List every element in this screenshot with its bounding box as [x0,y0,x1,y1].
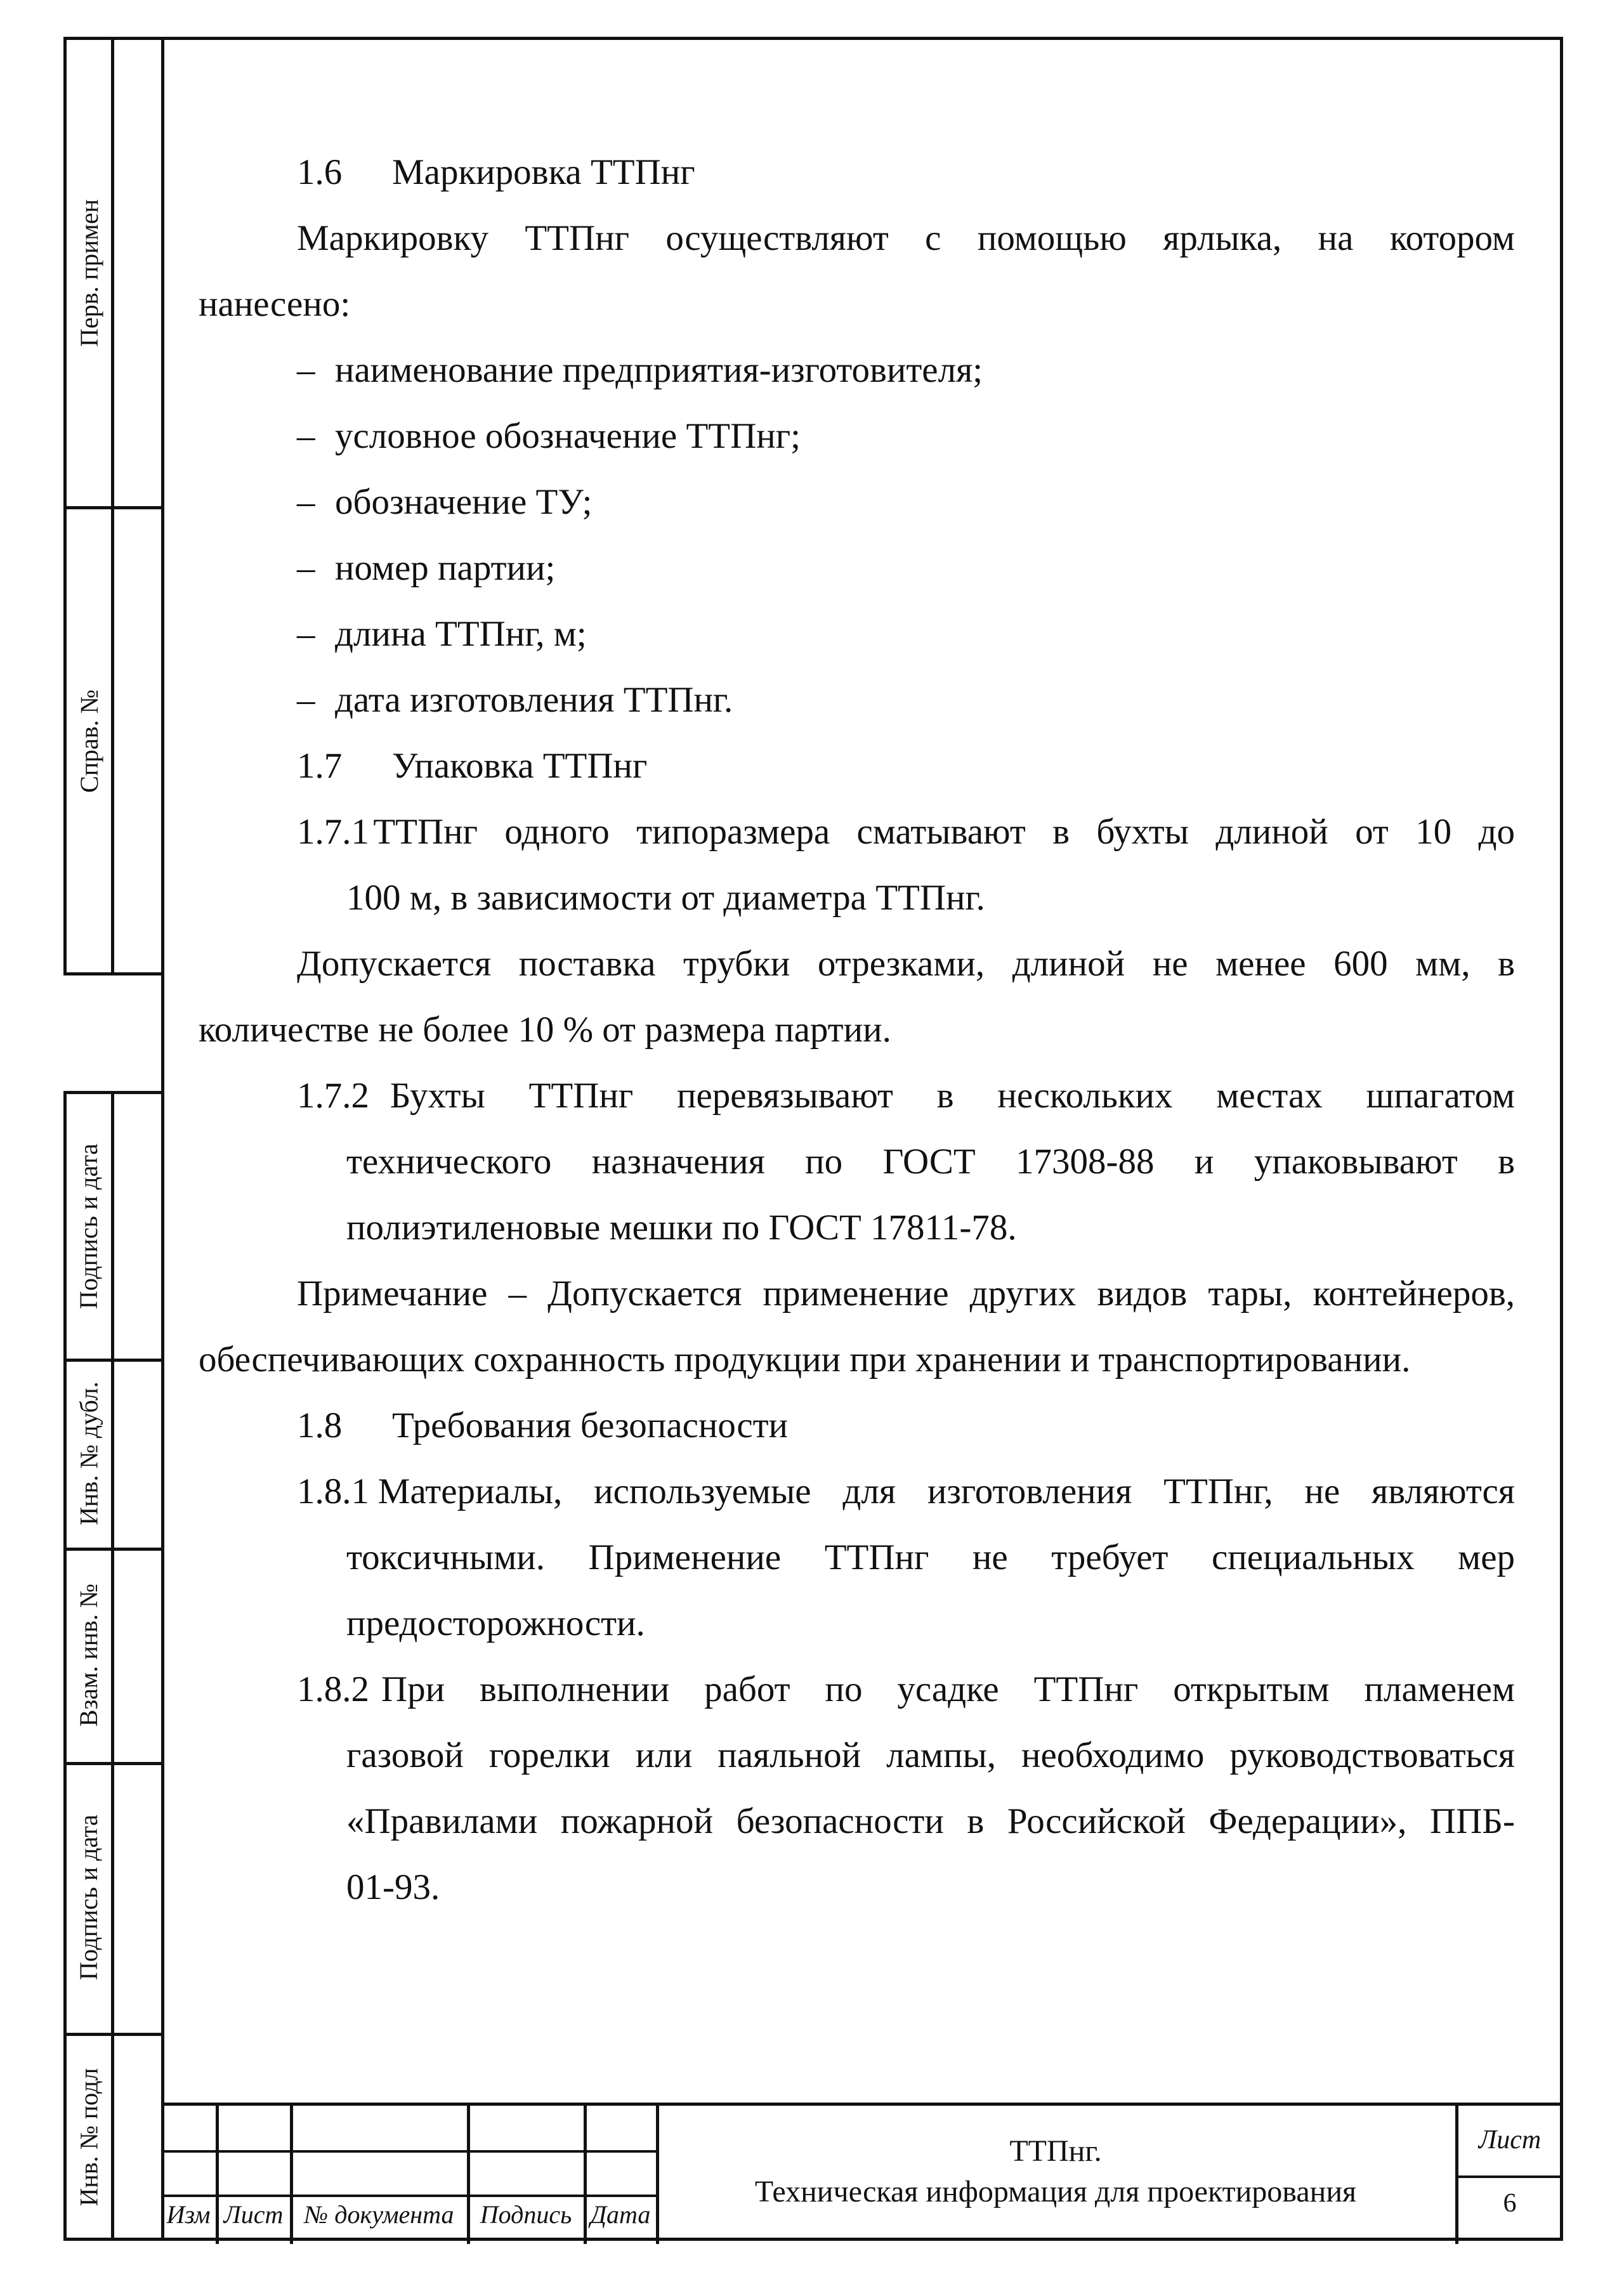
item-1-8-1-line2: токсичными. Применение ТТПнг не требует специальных мер [346,1537,1515,1577]
list-item: – дата изготовления ТТПнг. [297,680,733,720]
item-1-8-1-line1: 1.8.1 Материалы, используемые для изготовления ТТПнг, не являются [297,1471,1515,1511]
col-doc-label: № документа [304,2200,454,2229]
item-1-8-2-line2: газовой горелки или паяльной лампы, необходимо руководствоваться [346,1735,1515,1775]
paragraph-marking-line2: нанесено: [199,284,351,324]
paragraph-allowance-line1: Допускается поставка трубки отрезками, длиной не менее 600 мм, в [297,944,1515,984]
item-1-7-1-line2: 100 м, в зависимости от диаметра ТТПнг. [346,878,985,918]
item-1-7-2-line3: полиэтиленовые мешки по ГОСТ 17811-78. [346,1208,1017,1248]
repl-inv-label: Взам. инв. № [74,1583,103,1726]
list-item: – номер партии; [297,548,556,588]
sheet-number: 6 [1503,2189,1517,2218]
sign-date-label-1: Подпись и дата [74,1143,103,1310]
list-item: – наименование предприятия-изготовителя; [297,350,983,390]
item-1-7-2-line2: технического назначения по ГОСТ 17308-88 и упаковывают в [346,1142,1515,1182]
item-1-8-2-line4: 01-93. [346,1867,440,1907]
col-change-label: Изм [166,2200,211,2229]
section-heading-1-7: 1.7 Упаковка ТТПнг [297,746,648,786]
item-1-8-1-line3: предосторожности. [346,1603,645,1643]
item-1-7-2-line1: 1.7.2 Бухты ТТПнг перевязывают в нескольких местах шпагатом [297,1076,1516,1116]
sheet-label: Лист [1478,2125,1542,2155]
ref-no-label: Справ. № [74,689,103,793]
document-body [199,140,1515,1921]
orig-inv-label: Инв. № подл [74,2068,103,2206]
col-date-label: Дата [590,2200,651,2229]
col-sign-label: Подпись [480,2200,572,2229]
item-1-8-2-line1: 1.8.2 При выполнении работ по усадке ТТПнг открытым пламенем [297,1669,1515,1709]
dup-inv-label: Инв. № дубл. [74,1381,103,1525]
title-block [161,2103,1563,2241]
section-heading-1-6: 1.6 Маркировка ТТПнг [297,152,695,192]
doc-title-line2: Техническая информация для проектирования [754,2175,1357,2208]
doc-title-line1: ТТПнг. [1009,2134,1102,2168]
list-item: – условное обозначение ТТПнг; [297,416,801,456]
section-heading-1-8: 1.8 Требования безопасности [297,1406,789,1445]
marking-list [199,337,1515,733]
lower-stamp-block [63,1091,164,2241]
list-item: – длина ТТПнг, м; [297,614,587,654]
paragraph-allowance-line2: количестве не более 10 % от размера партии. [199,1010,891,1050]
item-1-8-2-line3: «Правилами пожарной безопасности в Российской Федерации», ППБ- [346,1801,1515,1841]
first-use-label: Перв. примен [74,199,103,347]
note-line1: Примечание – Допускается применение других видов тары, контейнеров, [297,1274,1515,1314]
item-1-7-1-line1: 1.7.1 ТТПнг одного типоразмера сматывают в бухты длиной от 10 до [297,812,1515,852]
col-sheet-label: Лист [223,2200,284,2229]
list-item: – обозначение ТУ; [297,482,593,522]
note-line2: обеспечивающих сохранность продукции при хранении и транспортировании. [199,1340,1411,1380]
sign-date-label-2: Подпись и дата [74,1814,103,1981]
paragraph-marking-line1: Маркировку ТТПнг осуществляют с помощью ярлыка, на котором [297,218,1515,258]
upper-stamp-block [63,37,164,975]
